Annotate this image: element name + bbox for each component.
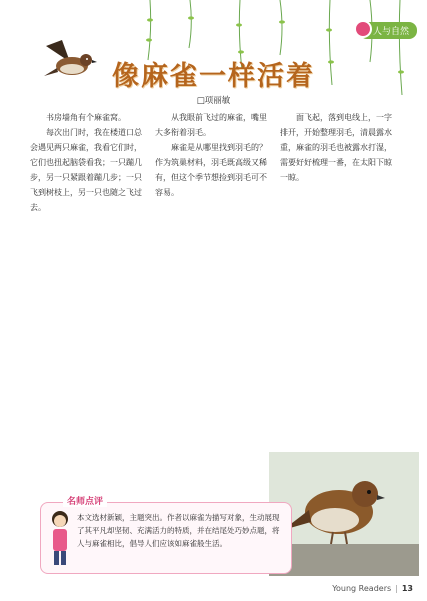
column-tag-label: 人与自然 [372,27,409,37]
page-number: 13 [401,584,413,593]
footer-separator: | [395,584,398,593]
body-paragraph: 面飞起，落到电线上，一字排开，开始整理羽毛，清晨露水重，麻雀的羽毛也被露水打湿，需要好好梳理一番，在太阳下晾一晾。 [280,113,392,182]
article-title: 像麻雀一样活着 [112,61,315,92]
body-paragraph: 每次出门时，我在楼道口总会遇见两只麻雀，我看它们时，它们也扭起脑袋看我；一只蹦几步，另一只紧跟着蹦几步；一只飞到树枝上，另一只也随之飞过去。 [30,128,142,212]
body-column-1 [30,110,146,215]
body-paragraph: 麻雀是从哪里找到羽毛的？作为筑巢材料，羽毛既高级又稀有，但这个季节想捡到羽毛可不容易。 [155,143,267,197]
body-paragraph: 从我眼前飞过的麻雀，嘴里大多衔着羽毛。 [155,113,267,137]
author-byline: □项丽敏 [196,96,231,106]
magazine-name: Young Readers [332,584,392,593]
body-paragraph: 书房墙角有个麻雀窝。 [46,113,126,122]
teacher-illustration [45,507,75,569]
page-footer [332,584,413,593]
column-tag [359,22,417,39]
comment-title: 名师点评 [63,494,107,507]
teacher-comment-box [40,497,292,574]
body-column-3 [280,110,396,185]
comment-text: 本文选材新颖，主题突出。作者以麻雀为描写对象，生动展现了其平凡却坚韧、充满活力的特质，并在结尾处巧妙点题，将人与麻雀相比，倡导人们应该如麻雀般生活。 [77,513,280,548]
flower-icon [354,20,372,38]
body-column-2 [155,110,271,200]
